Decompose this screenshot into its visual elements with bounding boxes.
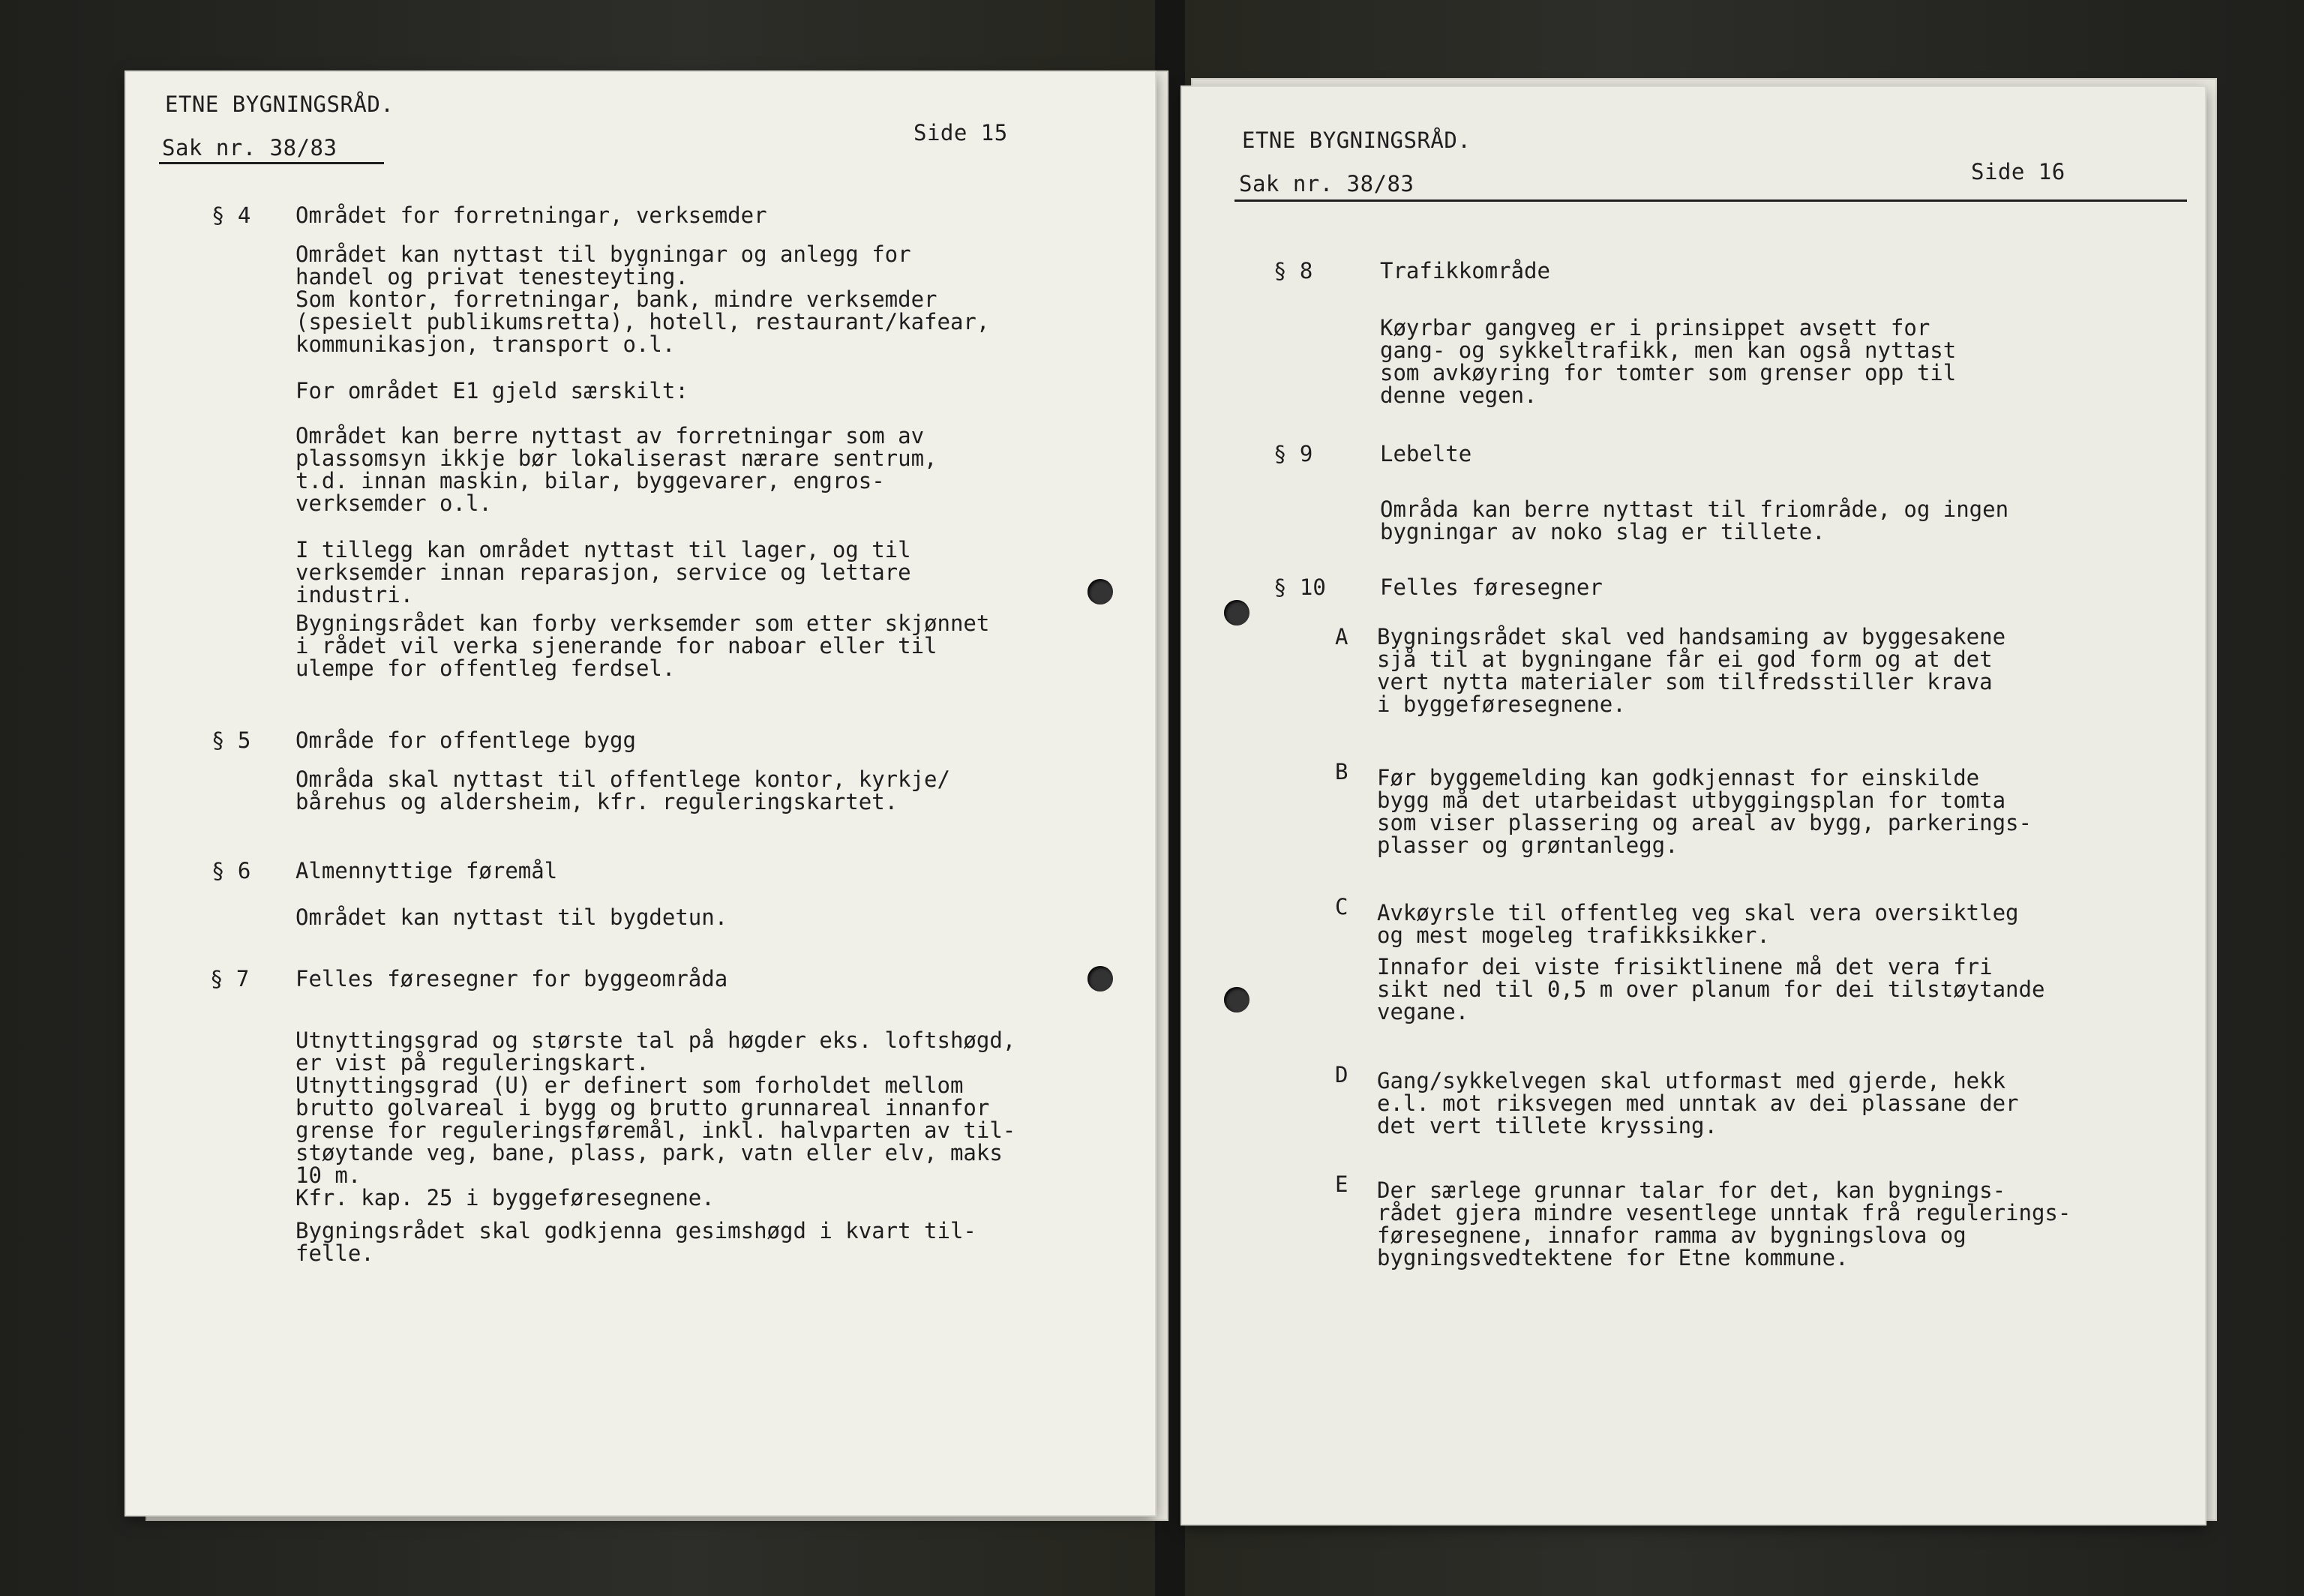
- text-line: Bygningsrådet skal ved handsaming av byggesakene: [1377, 624, 2006, 650]
- text-line: I tillegg kan området nyttast til lager, og til: [296, 537, 911, 562]
- header-org: ETNE BYGNINGSRÅD.: [1242, 128, 1472, 153]
- text-line: sjå til at bygningane får ei god form og at det: [1377, 646, 1993, 672]
- text-line: Området kan nyttast til bygdetun.: [296, 904, 728, 930]
- item-text-extra: [1377, 956, 2044, 1023]
- text-line: grense for reguleringsføremål, inkl. halvparten av til-: [296, 1118, 1016, 1143]
- text-line: Der særlege grunnar talar for det, kan bygnings-: [1377, 1178, 2006, 1203]
- text-line: vert nytta materialer som tilfredsstiller krava: [1377, 669, 1993, 694]
- section-paragraph: [296, 243, 989, 356]
- text-line: Kfr. kap. 25 i byggeføresegnene.: [296, 1185, 715, 1210]
- text-line: industri.: [296, 582, 414, 608]
- header-sak-number: Sak nr. 38/83: [162, 135, 338, 160]
- section-number: § 9: [1274, 441, 1313, 466]
- section-paragraph: [296, 380, 688, 402]
- section-paragraph: [296, 1029, 1016, 1209]
- section-paragraph: [296, 612, 989, 680]
- text-line: Området kan nyttast til bygningar og anlegg for: [296, 242, 911, 267]
- item-letter: B: [1335, 759, 1348, 784]
- text-line: ulempe for offentleg ferdsel.: [296, 656, 676, 681]
- text-line: det vert tillete kryssing.: [1377, 1113, 1718, 1138]
- punch-hole: [1224, 987, 1250, 1012]
- text-line: Området kan berre nyttast av forretningar som av: [296, 423, 925, 448]
- text-line: og mest mogeleg trafikksikker.: [1377, 922, 1770, 948]
- section-number: § 4: [212, 202, 251, 228]
- text-line: Innafor dei viste frisiktlinene må det vera fri: [1377, 954, 1993, 980]
- text-line: i rådet vil verka sjenerande for naboar eller til: [296, 633, 938, 658]
- text-line: felle.: [296, 1240, 374, 1266]
- section-title: Lebelte: [1380, 441, 1472, 466]
- text-line: For området E1 gjeld særskilt:: [296, 378, 688, 404]
- text-line: plasser og grøntanlegg.: [1377, 832, 1678, 858]
- item-text: [1377, 1179, 2071, 1269]
- header-org: ETNE BYGNINGSRÅD.: [165, 92, 394, 117]
- section-number: § 7: [210, 966, 250, 992]
- header-page-number: Side 16: [1971, 159, 2066, 184]
- text-line: Områda kan berre nyttast til friområde, og ingen: [1380, 496, 2009, 522]
- text-line: er vist på reguleringskart.: [296, 1050, 650, 1076]
- text-line: Køyrbar gangveg er i prinsippet avsett for: [1380, 315, 1930, 340]
- text-line: t.d. innan maskin, bilar, byggevarer, engros-: [296, 468, 885, 494]
- text-line: denne vegen.: [1380, 382, 1538, 408]
- item-letter: C: [1335, 894, 1348, 920]
- item-letter: E: [1335, 1172, 1348, 1197]
- text-line: som viser plassering og areal av bygg, parkerings-: [1377, 810, 2032, 836]
- text-line: Som kontor, forretningar, bank, mindre verksemder: [296, 286, 938, 312]
- text-line: rådet gjera mindre vesentlege unntak frå regulerings-: [1377, 1200, 2072, 1226]
- text-line: bygningsvedtektene for Etne kommune.: [1377, 1245, 1849, 1270]
- section-paragraph: [296, 768, 950, 813]
- text-line: som avkøyring for tomter som grenser opp til: [1380, 360, 1957, 386]
- text-line: støytande veg, bane, plass, park, vatn eller elv, maks: [296, 1140, 1003, 1166]
- text-line: verksemder o.l.: [296, 490, 492, 516]
- section-title: Almennyttige føremål: [296, 858, 558, 884]
- section-title: Felles føresegner for byggeområda: [296, 966, 728, 992]
- section-paragraph: [296, 538, 911, 606]
- text-line: verksemder innan reparasjon, service og lettare: [296, 560, 911, 585]
- section-title: Området for forretningar, verksemder: [296, 202, 767, 228]
- section-paragraph: [296, 906, 728, 928]
- section-title: Trafikkområde: [1380, 258, 1550, 284]
- text-line: gang- og sykkeltrafikk, men kan også nyttast: [1380, 338, 1957, 363]
- text-line: kommunikasjon, transport o.l.: [296, 332, 676, 357]
- text-line: Gang/sykkelvegen skal utformast med gjerde, hekk: [1377, 1068, 2006, 1094]
- text-line: e.l. mot riksvegen med unntak av dei plassane der: [1377, 1090, 2019, 1116]
- item-letter: A: [1335, 624, 1348, 650]
- text-line: 10 m.: [296, 1162, 362, 1188]
- section-paragraph: [1380, 498, 2008, 543]
- section-title: Felles føresegner: [1380, 574, 1603, 600]
- text-line: plassomsyn ikkje bør lokaliserast nærare sentrum,: [296, 446, 938, 471]
- text-line: bygg må det utarbeidast utbyggingsplan for tomta: [1377, 788, 2006, 813]
- text-line: føresegnene, innafor ramma av bygningslova og: [1377, 1222, 1966, 1248]
- text-line: Før byggemelding kan godkjennast for einskilde: [1377, 765, 1980, 790]
- item-text: [1377, 626, 2006, 716]
- page-15: [126, 72, 1155, 1515]
- text-line: Utnyttingsgrad (U) er definert som forholdet mellom: [296, 1072, 964, 1098]
- page-16: [1182, 87, 2205, 1524]
- item-text: [1377, 1070, 2019, 1137]
- text-line: handel og privat tenesteyting.: [296, 264, 688, 290]
- punch-hole: [1088, 579, 1113, 604]
- section-number: § 10: [1274, 574, 1326, 600]
- item-text: [1377, 902, 2019, 946]
- text-line: Utnyttingsgrad og største tal på høgder eks. loftshøgd,: [296, 1028, 1016, 1053]
- text-line: Avkøyrsle til offentleg veg skal vera oversiktleg: [1377, 900, 2019, 926]
- text-line: Bygningsrådet kan forby verksemder som etter skjønnet: [296, 610, 990, 636]
- section-paragraph: [296, 424, 938, 514]
- header-rule: [1234, 200, 2187, 202]
- text-line: sikt ned til 0,5 m over planum for dei tilstøytande: [1377, 976, 2045, 1002]
- item-letter: D: [1335, 1062, 1348, 1088]
- text-line: Bygningsrådet skal godkjenna gesimshøgd i kvart til-: [296, 1218, 976, 1244]
- text-line: bygningar av noko slag er tillete.: [1380, 519, 1826, 544]
- section-number: § 5: [212, 728, 251, 753]
- header-page-number: Side 15: [914, 120, 1008, 146]
- text-line: i byggeføresegnene.: [1377, 692, 1626, 717]
- section-number: § 6: [212, 858, 251, 884]
- punch-hole: [1088, 966, 1113, 992]
- section-paragraph: [1380, 316, 1956, 406]
- text-line: Områda skal nyttast til offentlege kontor, kyrkje/: [296, 766, 950, 792]
- section-title: Område for offentlege bygg: [296, 728, 636, 753]
- header-rule: [159, 162, 384, 164]
- punch-hole: [1224, 600, 1250, 626]
- header-sak-number: Sak nr. 38/83: [1239, 171, 1414, 196]
- item-text: [1377, 766, 2032, 856]
- text-line: vegane.: [1377, 999, 1469, 1024]
- text-line: (spesielt publikumsretta), hotell, restaurant/kafear,: [296, 309, 990, 334]
- text-line: bårehus og aldersheim, kfr. reguleringskartet.: [296, 789, 898, 814]
- section-number: § 8: [1274, 258, 1313, 284]
- text-line: brutto golvareal i bygg og brutto grunnareal innanfor: [296, 1095, 990, 1120]
- section-paragraph: [296, 1220, 976, 1264]
